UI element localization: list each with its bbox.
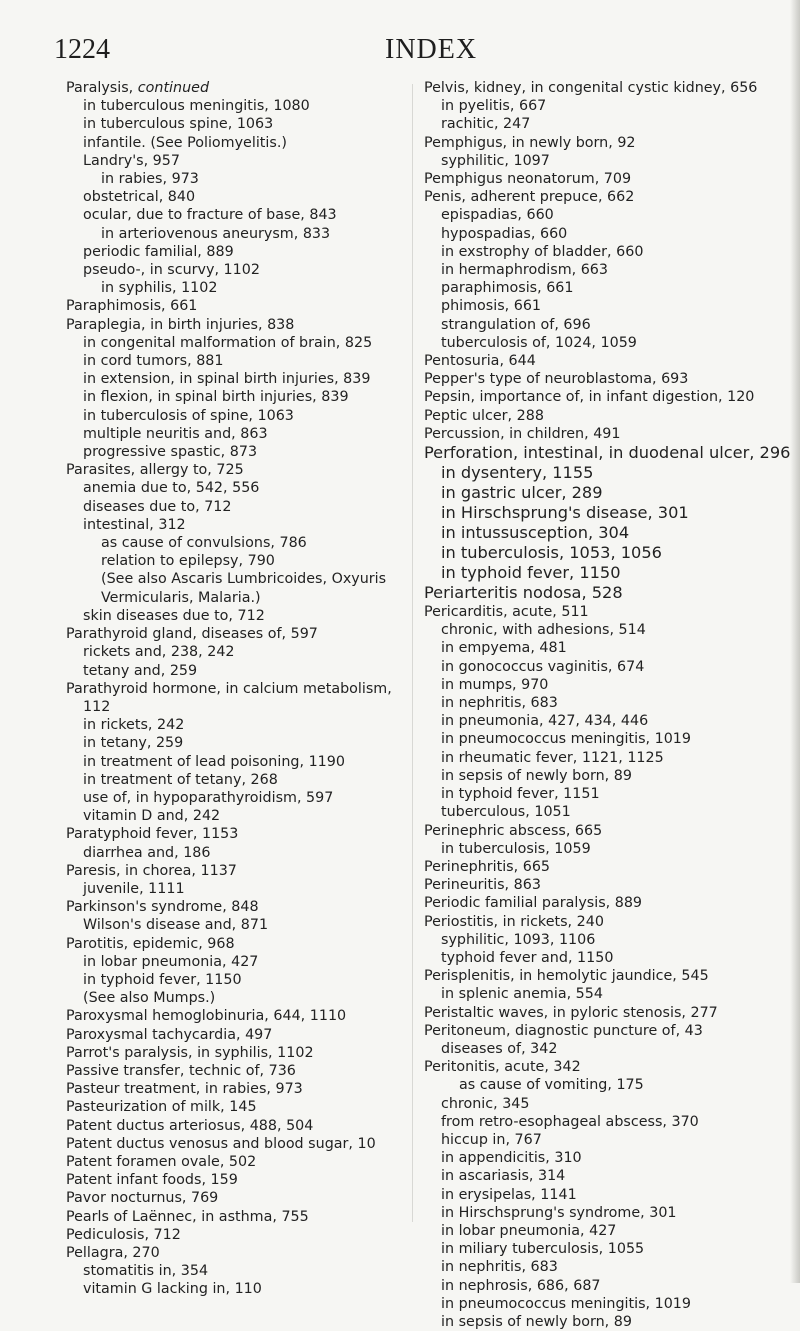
entry-text: 112 <box>83 698 111 715</box>
entry-text: Perinephric abscess, 665 <box>424 822 603 839</box>
index-entry <box>424 894 776 912</box>
entry-text: Pepsin, importance of, in infant digestion, 120 <box>424 389 755 406</box>
index-entry <box>66 297 406 315</box>
index-entry <box>424 1022 776 1040</box>
index-entry <box>66 225 406 243</box>
entry-text: in intussusception, 304 <box>441 523 630 543</box>
index-entry <box>66 625 406 643</box>
entry-text: Pemphigus, in newly born, 92 <box>424 134 636 151</box>
entry-text: from retro-esophageal abscess, 370 <box>441 1113 699 1130</box>
entry-text: rachitic, 247 <box>441 116 531 133</box>
index-entry <box>424 225 776 243</box>
index-entry <box>66 1044 406 1062</box>
entry-text: hiccup in, 767 <box>441 1131 542 1148</box>
entry-text: Landry's, 957 <box>83 152 180 169</box>
entry-text: syphilitic, 1097 <box>441 152 550 169</box>
entry-text: in congenital malformation of brain, 825 <box>83 334 373 351</box>
entry-text: in pneumococcus meningitis, 1019 <box>441 731 691 748</box>
entry-text: intestinal, 312 <box>83 516 186 533</box>
entry-text: in nephrosis, 686, 687 <box>441 1277 601 1294</box>
index-entry <box>424 407 776 425</box>
index-entry <box>424 676 776 694</box>
index-entry <box>424 840 776 858</box>
entry-text: in Hirschsprung's disease, 301 <box>441 503 689 523</box>
index-entry <box>424 767 776 785</box>
index-entry <box>66 516 406 534</box>
index-entry <box>424 785 776 803</box>
index-entry <box>66 607 406 625</box>
index-entry <box>66 989 406 1007</box>
index-entry <box>66 1135 406 1153</box>
entry-text: vitamin D and, 242 <box>83 808 221 825</box>
index-entry <box>424 261 776 279</box>
index-entry <box>66 425 406 443</box>
entry-text: Paroxysmal tachycardia, 497 <box>66 1026 273 1043</box>
index-entry <box>424 1076 776 1094</box>
index-entry <box>424 503 776 523</box>
index-entry <box>424 463 776 483</box>
index-entry <box>424 931 776 949</box>
entry-text: Perineuritis, 863 <box>424 877 541 894</box>
index-entry <box>66 316 406 334</box>
entry-text: in appendicitis, 310 <box>441 1150 582 1167</box>
index-entry <box>424 1149 776 1167</box>
index-entry <box>424 1277 776 1295</box>
entry-text: Periodic familial paralysis, 889 <box>424 895 643 912</box>
index-entry <box>424 749 776 767</box>
index-entry <box>424 97 776 115</box>
index-entry <box>424 563 776 583</box>
index-entry <box>66 552 406 570</box>
index-entry <box>424 425 776 443</box>
index-entry <box>424 152 776 170</box>
index-entry <box>66 1189 406 1207</box>
entry-text: in nephritis, 683 <box>441 695 558 712</box>
entry-text: pseudo-, in scurvy, 1102 <box>83 262 260 279</box>
entry-text: in ascariasis, 314 <box>441 1168 566 1185</box>
entry-text: Paralysis, <box>66 80 138 96</box>
index-entry <box>66 807 406 825</box>
entry-text: in treatment of tetany, 268 <box>83 771 278 788</box>
index-entry <box>424 115 776 133</box>
entry-text: Peritoneum, diagnostic puncture of, 43 <box>424 1022 703 1039</box>
entry-text: Pentosuria, 644 <box>424 353 536 370</box>
index-entry <box>66 352 406 370</box>
index-entry <box>424 1222 776 1240</box>
page-edge-shadow <box>790 0 800 1283</box>
entry-text: Pelvis, kidney, in congenital cystic kidney, 656 <box>424 80 758 96</box>
index-entry <box>424 730 776 748</box>
index-entry <box>66 1226 406 1244</box>
index-entry <box>424 822 776 840</box>
index-entry <box>66 243 406 261</box>
entry-text: Paresis, in chorea, 1137 <box>66 862 237 879</box>
index-entry <box>66 825 406 843</box>
index-entry <box>66 716 406 734</box>
index-entry <box>424 1131 776 1149</box>
index-entry <box>66 1062 406 1080</box>
entry-text: in exstrophy of bladder, 660 <box>441 243 644 260</box>
entry-text: Parkinson's syndrome, 848 <box>66 899 259 916</box>
entry-text: strangulation of, 696 <box>441 316 591 333</box>
entry-text: in pneumococcus meningitis, 1019 <box>441 1295 691 1312</box>
index-entry <box>424 1204 776 1222</box>
entry-text: in rheumatic fever, 1121, 1125 <box>441 749 664 766</box>
index-entry <box>66 152 406 170</box>
entry-text: use of, in hypoparathyroidism, 597 <box>83 789 334 806</box>
entry-text: in typhoid fever, 1150 <box>83 971 242 988</box>
index-entry <box>66 370 406 388</box>
entry-text: chronic, with adhesions, 514 <box>441 622 646 639</box>
entry-text: phimosis, 661 <box>441 298 542 315</box>
index-entry <box>424 712 776 730</box>
index-entry <box>66 115 406 133</box>
entry-text: tuberculosis of, 1024, 1059 <box>441 334 637 351</box>
index-entry <box>66 479 406 497</box>
index-entry <box>66 1208 406 1226</box>
entry-text: Pericarditis, acute, 511 <box>424 604 589 621</box>
index-column-left <box>66 79 406 1299</box>
index-entry <box>424 639 776 657</box>
index-entry <box>66 898 406 916</box>
index-entry <box>66 753 406 771</box>
entry-text: in splenic anemia, 554 <box>441 986 603 1003</box>
entry-text: (See also Ascaris Lumbricoides, Oxyuris <box>101 571 387 588</box>
entry-text: Patent foramen ovale, 502 <box>66 1153 257 1170</box>
continued-label: continued <box>137 80 210 96</box>
index-entry <box>424 583 776 603</box>
index-entry <box>424 803 776 821</box>
index-entry <box>424 443 791 463</box>
index-entry <box>424 694 776 712</box>
entry-text: Parathyroid gland, diseases of, 597 <box>66 626 318 643</box>
entry-text: in arteriovenous aneurysm, 833 <box>101 225 331 242</box>
index-entry <box>66 261 406 279</box>
index-entry <box>66 916 406 934</box>
entry-text: (See also Mumps.) <box>83 990 216 1007</box>
index-entry <box>66 971 406 989</box>
entry-text: in Hirschsprung's syndrome, 301 <box>441 1204 677 1221</box>
entry-text: in tuberculous spine, 1063 <box>83 116 274 133</box>
index-entry <box>424 1095 776 1113</box>
index-entry <box>424 658 776 676</box>
entry-text: Peptic ulcer, 288 <box>424 407 544 424</box>
entry-text: Vermicularis, Malaria.) <box>101 589 261 606</box>
entry-text: in sepsis of newly born, 89 <box>441 767 632 784</box>
index-entry <box>66 643 406 661</box>
entry-text: skin diseases due to, 712 <box>83 607 265 624</box>
entry-text: Parotitis, epidemic, 968 <box>66 935 235 952</box>
index-entry <box>424 1240 776 1258</box>
index-entry <box>66 443 406 461</box>
index-entry <box>424 543 776 563</box>
index-entry <box>424 79 776 97</box>
index-entry <box>424 1113 776 1131</box>
index-entry <box>66 1153 406 1171</box>
index-entry <box>66 789 406 807</box>
entry-text: Paraphimosis, 661 <box>66 298 198 315</box>
entry-text: Pavor nocturnus, 769 <box>66 1190 219 1207</box>
column-divider <box>412 84 413 1222</box>
entry-text: typhoid fever and, 1150 <box>441 949 614 966</box>
entry-text: in pyelitis, 667 <box>441 98 547 115</box>
index-entry <box>424 483 776 503</box>
index-entry <box>424 134 776 152</box>
entry-text: Pasteurization of milk, 145 <box>66 1099 257 1116</box>
entry-text: Pearls of Laënnec, in asthma, 755 <box>66 1208 309 1225</box>
entry-text: Periarteritis nodosa, 528 <box>424 583 623 603</box>
entry-text: periodic familial, 889 <box>83 243 234 260</box>
entry-text: Pemphigus neonatorum, 709 <box>424 171 632 188</box>
entry-text: paraphimosis, 661 <box>441 280 574 297</box>
index-entry <box>424 1313 776 1331</box>
entry-text: Passive transfer, technic of, 736 <box>66 1062 296 1079</box>
entry-text: in gastric ulcer, 289 <box>441 483 603 503</box>
index-entry <box>424 316 776 334</box>
entry-text: in tetany, 259 <box>83 735 184 752</box>
entry-text: in typhoid fever, 1151 <box>441 786 600 803</box>
index-entry <box>66 862 406 880</box>
entry-text: in lobar pneumonia, 427 <box>441 1222 617 1239</box>
entry-text: in nephritis, 683 <box>441 1259 558 1276</box>
index-entry <box>66 79 406 97</box>
entry-text: in extension, in spinal birth injuries, 839 <box>83 371 371 388</box>
index-entry <box>66 1262 406 1280</box>
index-entry <box>66 1026 406 1044</box>
index-entry <box>66 1098 406 1116</box>
entry-text: anemia due to, 542, 556 <box>83 480 260 497</box>
entry-text: in pneumonia, 427, 434, 446 <box>441 713 649 730</box>
entry-text: in erysipelas, 1141 <box>441 1186 577 1203</box>
entry-text: in tuberculosis of spine, 1063 <box>83 407 294 424</box>
index-entry <box>66 1280 406 1298</box>
entry-text: in mumps, 970 <box>441 676 549 693</box>
entry-text: Patent ductus arteriosus, 488, 504 <box>66 1117 314 1134</box>
entry-text: Perforation, intestinal, in duodenal ulcer, 296 <box>424 443 791 463</box>
entry-text: multiple neuritis and, 863 <box>83 425 268 442</box>
index-entry <box>66 1007 406 1025</box>
index-entry <box>66 188 406 206</box>
index-entry <box>424 876 776 894</box>
index-entry <box>66 206 406 224</box>
index-entry <box>424 206 776 224</box>
entry-text: stomatitis in, 354 <box>83 1263 209 1280</box>
index-entry <box>66 771 406 789</box>
entry-text: Paratyphoid fever, 1153 <box>66 826 239 843</box>
page-header <box>0 34 800 74</box>
index-entry <box>66 461 406 479</box>
index-entry <box>424 985 776 1003</box>
entry-text: Pediculosis, 712 <box>66 1226 181 1243</box>
entry-text: as cause of vomiting, 175 <box>459 1077 644 1094</box>
entry-text: in lobar pneumonia, 427 <box>83 953 259 970</box>
running-head: INDEX <box>385 34 478 65</box>
entry-text: in sepsis of newly born, 89 <box>441 1313 632 1330</box>
entry-text: Periostitis, in rickets, 240 <box>424 913 604 930</box>
entry-text: obstetrical, 840 <box>83 189 196 206</box>
entry-text: diseases of, 342 <box>441 1040 558 1057</box>
index-entry <box>424 279 776 297</box>
index-entry <box>424 1295 776 1313</box>
index-entry <box>424 388 776 406</box>
index-entry <box>66 334 406 352</box>
index-entry <box>424 297 776 315</box>
entry-text: Penis, adherent prepuce, 662 <box>424 189 635 206</box>
entry-text: Parasites, allergy to, 725 <box>66 462 244 479</box>
entry-text: infantile. (See Poliomyelitis.) <box>83 134 287 151</box>
index-column-right <box>424 79 791 1331</box>
entry-text: relation to epilepsy, 790 <box>101 553 275 570</box>
entry-text: Parrot's paralysis, in syphilis, 1102 <box>66 1044 314 1061</box>
entry-text: diarrhea and, 186 <box>83 844 211 861</box>
index-entry <box>424 352 776 370</box>
index-entry <box>424 243 776 261</box>
index-entry <box>424 967 776 985</box>
entry-text: Patent ductus venosus and blood sugar, 10 <box>66 1135 376 1152</box>
entry-text: Parathyroid hormone, in calcium metabolism, <box>66 680 392 697</box>
entry-text: Patent infant foods, 159 <box>66 1172 238 1189</box>
entry-text: hypospadias, 660 <box>441 225 568 242</box>
entry-text: in miliary tuberculosis, 1055 <box>441 1241 645 1258</box>
index-entry <box>66 570 406 588</box>
entry-text: Perinephritis, 665 <box>424 858 551 875</box>
index-entry <box>424 603 776 621</box>
entry-text: in typhoid fever, 1150 <box>441 563 621 583</box>
entry-text: Pellagra, 270 <box>66 1245 160 1261</box>
index-entry <box>66 388 406 406</box>
index-entry <box>66 279 406 297</box>
index-entry <box>66 844 406 862</box>
index-entry <box>424 1186 776 1204</box>
index-entry <box>66 698 406 716</box>
entry-text: Percussion, in children, 491 <box>424 425 621 442</box>
index-entry <box>424 1058 776 1076</box>
index-entry <box>66 880 406 898</box>
entry-text: Paroxysmal hemoglobinuria, 644, 1110 <box>66 1008 347 1025</box>
index-entry <box>424 621 776 639</box>
entry-text: tuberculous, 1051 <box>441 804 571 821</box>
entry-text: in tuberculosis, 1053, 1056 <box>441 543 662 563</box>
index-entry <box>424 523 776 543</box>
index-entry <box>66 953 406 971</box>
index-entry <box>66 534 406 552</box>
index-entry <box>424 370 776 388</box>
index-entry <box>66 134 406 152</box>
entry-text: Perisplenitis, in hemolytic jaundice, 545 <box>424 968 709 985</box>
entry-text: progressive spastic, 873 <box>83 444 258 461</box>
entry-text: Pepper's type of neuroblastoma, 693 <box>424 371 689 388</box>
entry-text: in tuberculosis, 1059 <box>441 840 591 857</box>
entry-text: syphilitic, 1093, 1106 <box>441 931 596 948</box>
index-entry <box>66 170 406 188</box>
entry-text: Wilson's disease and, 871 <box>83 917 269 934</box>
entry-text: in flexion, in spinal birth injuries, 839 <box>83 389 349 406</box>
entry-text: as cause of convulsions, 786 <box>101 535 307 552</box>
index-entry <box>66 935 406 953</box>
index-entry <box>66 662 406 680</box>
index-entry <box>424 1258 776 1276</box>
index-entry <box>66 589 406 607</box>
entry-text: juvenile, 1111 <box>83 880 185 897</box>
entry-text: Peritonitis, acute, 342 <box>424 1059 581 1076</box>
index-entry <box>66 1244 406 1262</box>
index-entry <box>424 949 776 967</box>
index-entry <box>424 1167 776 1185</box>
entry-text: vitamin G lacking in, 110 <box>83 1281 262 1298</box>
entry-text: ocular, due to fracture of base, 843 <box>83 207 337 224</box>
index-entry <box>66 407 406 425</box>
entry-text: in cord tumors, 881 <box>83 353 224 370</box>
entry-text: chronic, 345 <box>441 1095 530 1112</box>
entry-text: Paraplegia, in birth injuries, 838 <box>66 316 295 333</box>
page-number: 1224 <box>54 34 110 65</box>
index-entry <box>66 97 406 115</box>
entry-text: in gonococcus vaginitis, 674 <box>441 658 645 675</box>
entry-text: in rabies, 973 <box>101 171 199 188</box>
entry-text: in empyema, 481 <box>441 640 567 657</box>
index-entry <box>66 1080 406 1098</box>
entry-text: in syphilis, 1102 <box>101 280 218 297</box>
index-entry <box>66 734 406 752</box>
index-entry <box>424 1040 776 1058</box>
index-entry <box>424 858 776 876</box>
index-entry <box>424 1004 776 1022</box>
index-entry <box>66 1171 406 1189</box>
entry-text: in dysentery, 1155 <box>441 463 594 483</box>
entry-text: tetany and, 259 <box>83 662 198 679</box>
entry-text: rickets and, 238, 242 <box>83 644 235 661</box>
index-entry <box>424 913 776 931</box>
entry-text: in tuberculous meningitis, 1080 <box>83 98 310 115</box>
entry-text: in treatment of lead poisoning, 1190 <box>83 753 345 770</box>
entry-text: in hermaphrodism, 663 <box>441 262 608 279</box>
entry-text: diseases due to, 712 <box>83 498 232 515</box>
entry-text: Peristaltic waves, in pyloric stenosis, 277 <box>424 1004 718 1021</box>
index-entry <box>424 334 776 352</box>
index-entry <box>66 1117 406 1135</box>
index-entry <box>424 170 776 188</box>
entry-text: epispadias, 660 <box>441 207 554 224</box>
entry-text: Pasteur treatment, in rabies, 973 <box>66 1081 303 1098</box>
index-entry <box>66 498 406 516</box>
index-entry <box>66 680 406 698</box>
entry-text: in rickets, 242 <box>83 717 185 734</box>
index-entry <box>424 188 776 206</box>
